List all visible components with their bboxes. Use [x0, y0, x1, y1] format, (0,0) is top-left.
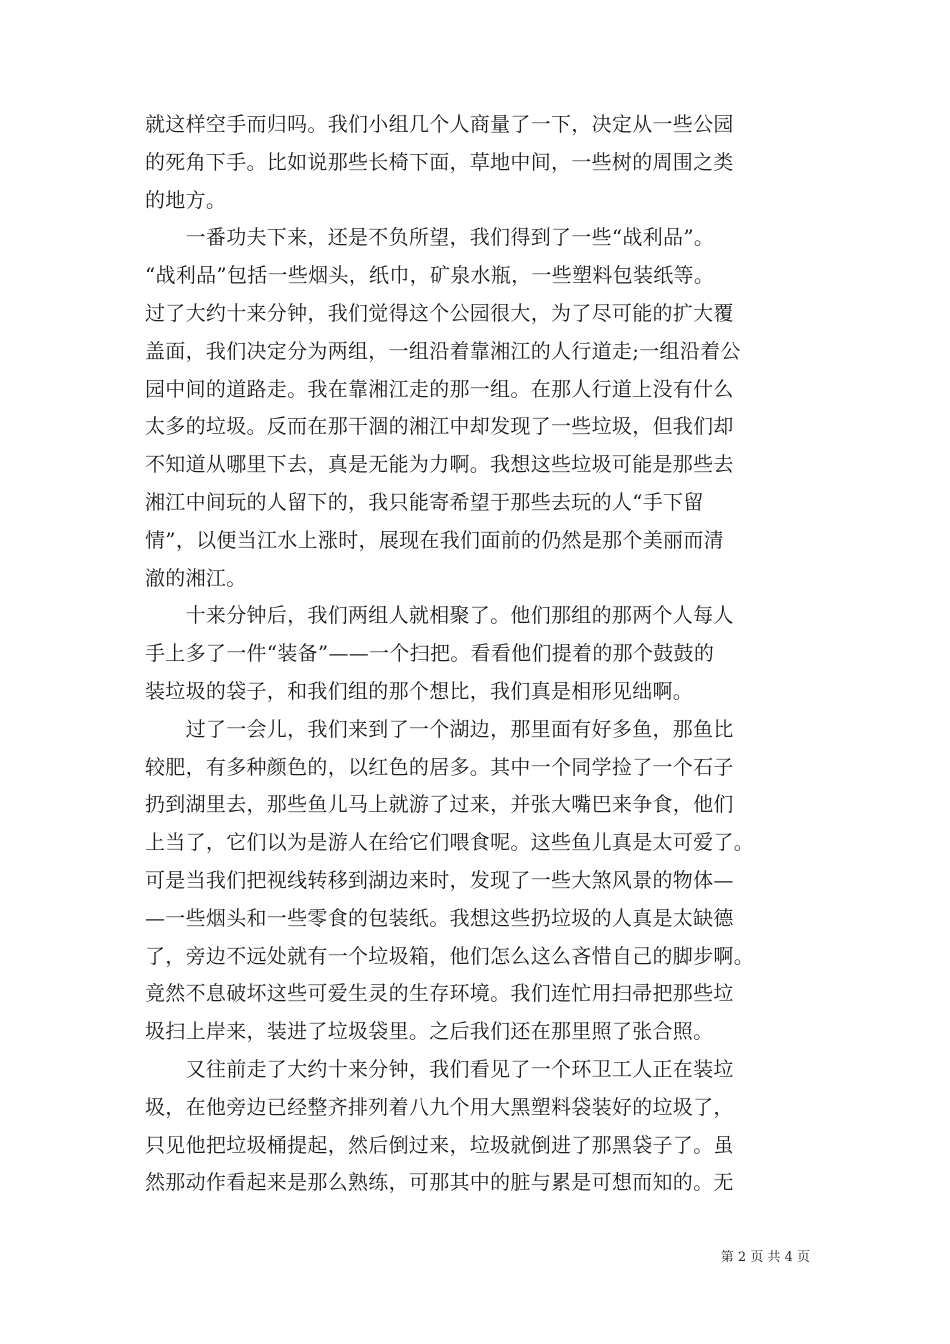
text-line: 可是当我们把视线转移到湖边来时，发现了一些大煞风景的物体— [145, 867, 734, 892]
text-line: 的死角下手。比如说那些长椅下面，草地中间，一些树的周围之类 [145, 149, 734, 174]
text-line: 一番功夫下来，还是不负所望，我们得到了一些“战利品”。 [145, 225, 715, 250]
text-line: 园中间的道路走。我在靠湘江走的那一组。在那人行道上没有什么 [145, 376, 734, 401]
text-line: 手上多了一件“装备”——一个扫把。看看他们提着的那个鼓鼓的 [145, 641, 715, 666]
text-line: 十来分钟后，我们两组人就相聚了。他们那组的那两个人每人 [145, 603, 734, 628]
text-line: 了，旁边不远处就有一个垃圾箱，他们怎么这么吝惜自己的脚步啊。 [145, 943, 754, 968]
text-line: 湘江中间玩的人留下的，我只能寄希望于那些去玩的人“手下留 [145, 489, 704, 514]
text-line: 又往前走了大约十来分钟，我们看见了一个环卫工人正在装垃 [145, 1056, 734, 1081]
text-line: 的地方。 [145, 187, 227, 212]
text-line: 较肥，有多种颜色的，以红色的居多。其中一个同学捡了一个石子 [145, 754, 734, 779]
page-number-footer: 第 2 页 共 4 页 [720, 1250, 810, 1265]
text-line: 过了一会儿，我们来到了一个湖边，那里面有好多鱼，那鱼比 [145, 716, 734, 741]
text-line: 不知道从哪里下去，真是无能为力啊。我想这些垃圾可能是那些去 [145, 452, 734, 477]
text-line: 圾扫上岸来，装进了垃圾袋里。之后我们还在那里照了张合照。 [145, 1019, 714, 1044]
text-line: 盖面，我们决定分为两组，一组沿着靠湘江的人行道走;一组沿着公 [145, 338, 741, 363]
text-line: —一些烟头和一些零食的包装纸。我想这些扔垃圾的人真是太缺德 [145, 905, 734, 930]
document-body [145, 106, 825, 1202]
text-line: 就这样空手而归吗。我们小组几个人商量了一下，决定从一些公园 [145, 112, 734, 136]
text-line: 竟然不息破坏这些可爱生灵的生存环境。我们连忙用扫帚把那些垃 [145, 981, 734, 1006]
text-line: 太多的垃圾。反而在那干涸的湘江中却发现了一些垃圾，但我们却 [145, 414, 734, 439]
text-line: 扔到湖里去，那些鱼儿马上就游了过来，并张大嘴巴来争食，他们 [145, 792, 734, 817]
text-line: 上当了，它们以为是游人在给它们喂食呢。这些鱼儿真是太可爱了。 [145, 830, 754, 855]
text-line: 过了大约十来分钟，我们觉得这个公园很大，为了尽可能的扩大覆 [145, 300, 734, 325]
text-line: 圾，在他旁边已经整齐排列着八九个用大黑塑料袋装好的垃圾了， [145, 1094, 734, 1119]
text-line: 装垃圾的袋子，和我们组的那个想比，我们真是相形见绌啊。 [145, 678, 694, 703]
text-line: 澈的湘江。 [145, 565, 247, 590]
text-line: 只见他把垃圾桶提起，然后倒过来，垃圾就倒进了那黑袋子了。虽 [145, 1132, 734, 1157]
text-line: 情”，以便当江水上涨时，展现在我们面前的仍然是那个美丽而清 [145, 527, 724, 552]
text-line: 然那动作看起来是那么熟练，可那其中的脏与累是可想而知的。无 [145, 1170, 734, 1195]
text-line: “战利品”包括一些烟头，纸巾，矿泉水瓶，一些塑料包装纸等。 [145, 263, 715, 288]
